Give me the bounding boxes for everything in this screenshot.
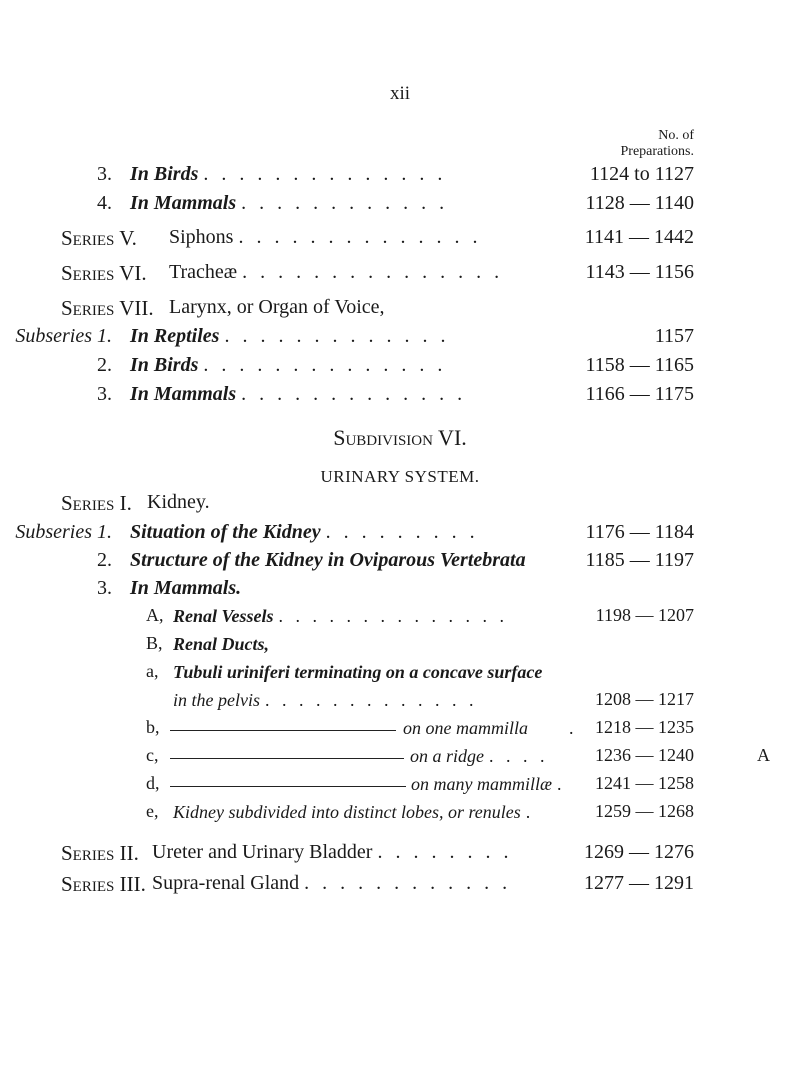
entry-title: Supra-renal Gland	[152, 872, 300, 894]
entry-number: Subseries 1.	[15, 325, 112, 347]
series-label: Series III.	[61, 872, 146, 896]
entry-title: In Birds	[130, 354, 199, 376]
entry-title: Siphons	[169, 226, 234, 248]
dot-leader: . . . . . . . . .	[325, 521, 479, 543]
entry-letter: d,	[146, 773, 160, 793]
entry-title: In Reptiles	[130, 325, 220, 347]
toc-row	[0, 325, 800, 353]
entry-number: 2.	[97, 354, 112, 376]
column-header-line-2: Preparations.	[620, 144, 694, 159]
preparation-range: 1124 to 1127	[589, 163, 694, 185]
entry-title: In Birds	[130, 163, 199, 185]
entry-title-line	[130, 577, 241, 600]
series-label: Series II.	[61, 841, 139, 865]
entry-title: on one mammilla	[403, 718, 528, 738]
entry-title: Kidney subdivided into distinct lobes, or renules	[173, 802, 521, 822]
entry-title: on many mammillæ	[411, 774, 552, 794]
dot-leader: .	[569, 718, 578, 738]
entry-number: 4.	[97, 192, 112, 214]
dot-leader: .	[525, 802, 535, 822]
entry-title: in the pelvis	[173, 690, 260, 710]
preparation-range: 1208 — 1217	[595, 689, 694, 709]
entry-title: Larynx, or Organ of Voice,	[169, 296, 385, 318]
entry-title: In Mammals.	[130, 577, 242, 599]
series-row	[0, 226, 800, 254]
entry-title-line	[130, 354, 446, 377]
dot-leader: . . . . . . . . . . . . . . .	[242, 261, 504, 283]
entry-number: Subseries 1.	[15, 521, 112, 543]
toc-row	[0, 717, 800, 745]
toc-row	[0, 577, 800, 605]
preparation-range: 1166 — 1175	[585, 383, 694, 405]
series-row	[0, 296, 800, 324]
series-label: Series VI.	[61, 261, 147, 285]
dot-leader: . . . . . . . . . . . . .	[224, 325, 450, 347]
rule-leader	[170, 758, 404, 759]
series-row	[0, 841, 800, 869]
entry-title: Structure of the Kidney in Oviparous Vertebrata	[130, 549, 526, 571]
entry-title: Situation of the Kidney	[130, 521, 321, 543]
entry-title-line	[410, 745, 549, 768]
preparation-range: 1157	[654, 325, 694, 347]
preparation-range: 1185 — 1197	[585, 549, 694, 571]
dot-leader: . . . . . . . . . . . . . .	[278, 606, 509, 626]
entry-title-line	[173, 689, 477, 712]
entry-number: 3.	[97, 577, 112, 599]
entry-title-line	[173, 661, 542, 684]
series-label: Series VII.	[61, 296, 154, 320]
entry-title: In Mammals	[130, 383, 237, 405]
entry-title: Tubuli uriniferi terminating on a concave surface	[173, 662, 543, 682]
entry-letter: a,	[146, 661, 159, 681]
entry-letter: e,	[146, 801, 159, 821]
preparation-range: 1259 — 1268	[595, 801, 694, 821]
dot-leader: . . . . . . . . . . . . .	[264, 690, 478, 710]
entry-title-line	[152, 841, 512, 864]
rule-leader	[170, 786, 406, 787]
toc-row	[0, 661, 800, 689]
toc-row	[0, 383, 800, 411]
entry-title-line	[411, 773, 566, 796]
entry-title: In Mammals	[130, 192, 237, 214]
preparation-range: 1198 — 1207	[595, 605, 694, 625]
toc-row	[0, 549, 800, 577]
entry-title-line	[173, 801, 534, 824]
entry-title: Ureter and Urinary Bladder	[152, 841, 373, 863]
toc-row	[0, 773, 800, 801]
entry-number: 3.	[97, 383, 112, 405]
entry-letter: B,	[146, 633, 163, 653]
preparation-range: 1176 — 1184	[585, 521, 694, 543]
entry-title-line	[130, 325, 449, 348]
entry-title: Tracheæ	[169, 261, 238, 283]
preparation-range: 1269 — 1276	[584, 841, 694, 863]
series-label: Series I.	[61, 491, 132, 515]
entry-letter: A,	[146, 605, 164, 625]
entry-number: 2.	[97, 549, 112, 571]
series-row	[0, 872, 800, 900]
dot-leader: . . . . . . . . . . . . . .	[238, 226, 482, 248]
entry-number: 3.	[97, 163, 112, 185]
preparation-range: 1241 — 1258	[595, 773, 694, 793]
series-label: Series V.	[61, 226, 137, 250]
preparation-range: 1218 — 1235	[595, 717, 694, 737]
dot-leader: . . . . . . . . . . . . .	[241, 383, 467, 405]
dot-leader: . . . . . . . . . . . .	[304, 872, 512, 894]
entry-title: Renal Vessels	[173, 606, 274, 626]
toc-row	[0, 354, 800, 382]
dot-leader: . . . . . . . .	[377, 841, 513, 863]
series-row	[0, 491, 800, 519]
entry-title-line	[130, 549, 526, 572]
preparation-range: 1277 — 1291	[584, 872, 694, 894]
preparation-range: 1141 — 1442	[584, 226, 694, 248]
entry-title-line	[130, 383, 466, 406]
page-number: xii	[389, 83, 411, 104]
column-header-line-1: No. of	[658, 128, 694, 143]
entry-title: Renal Ducts,	[173, 634, 270, 654]
toc-row	[0, 745, 800, 773]
dot-leader: .	[557, 774, 566, 794]
preparation-range: 1236 — 1240	[595, 745, 694, 765]
entry-title-line	[169, 226, 481, 249]
toc-row	[0, 163, 800, 191]
rule-leader	[170, 730, 396, 731]
preparation-range: 1128 — 1140	[585, 192, 694, 214]
entry-title: Kidney.	[147, 491, 210, 513]
dot-leader: . . . .	[489, 746, 549, 766]
preparation-range: 1143 — 1156	[585, 261, 694, 283]
toc-row	[0, 689, 800, 717]
entry-title-line	[130, 521, 479, 544]
preparation-range: 1158 — 1165	[585, 354, 694, 376]
entry-title-line	[173, 633, 269, 656]
entry-title-line	[173, 605, 508, 628]
toc-row	[0, 801, 800, 829]
entry-title-line	[169, 261, 503, 284]
series-row	[0, 261, 800, 289]
entry-letter: c,	[146, 745, 159, 765]
toc-row	[0, 633, 800, 661]
toc-row	[0, 605, 800, 633]
dot-leader: . . . . . . . . . . . . . .	[203, 163, 447, 185]
range-suffix: A	[757, 745, 770, 765]
entry-letter: b,	[146, 717, 160, 737]
dot-leader: . . . . . . . . . . . .	[241, 192, 449, 214]
subdivision-heading: Subdivision VI.	[333, 425, 467, 450]
entry-title-line	[130, 163, 446, 186]
entry-title: on a ridge	[410, 746, 484, 766]
entry-title-line	[152, 872, 511, 895]
entry-title-line	[403, 717, 578, 740]
dot-leader: . . . . . . . . . . . . . .	[203, 354, 447, 376]
entry-title-line	[130, 192, 448, 215]
toc-row	[0, 521, 800, 549]
toc-row	[0, 192, 800, 220]
system-heading: URINARY SYSTEM.	[320, 467, 480, 486]
